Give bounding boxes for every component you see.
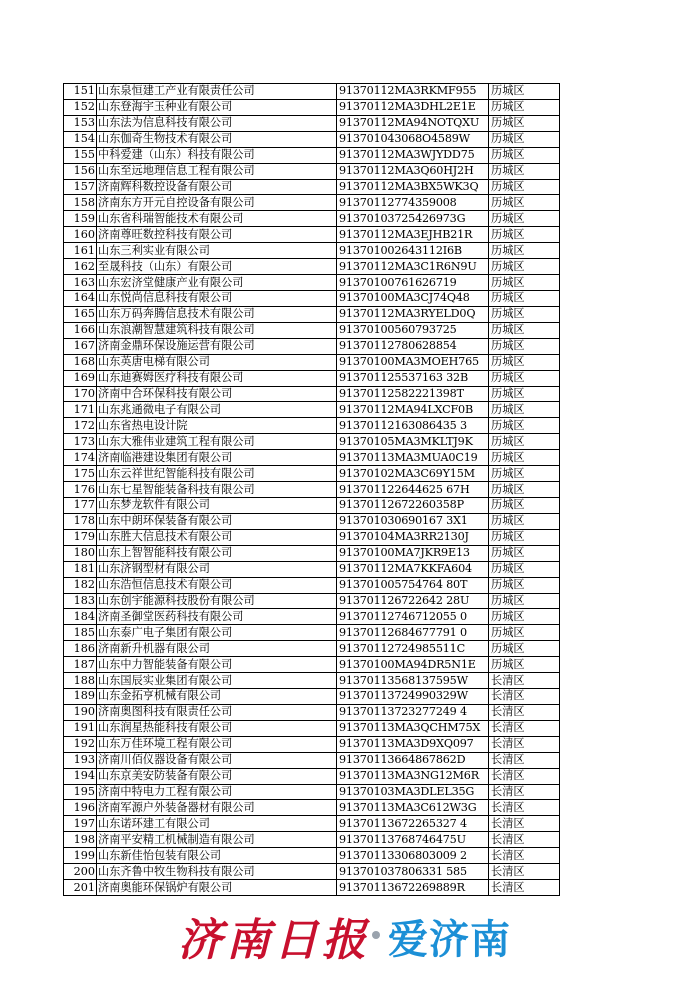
district: 历城区 [489,306,560,322]
row-number: 176 [64,482,97,498]
credit-code: 91370102MA3C69Y15M [337,466,489,482]
table-row [64,163,560,179]
table-row [64,227,560,243]
district: 长清区 [489,800,560,816]
row-number: 156 [64,163,97,179]
company-name: 山东浩恒信息技术有限公司 [97,577,337,593]
table-row [64,752,560,768]
table-row [64,290,560,306]
district: 历城区 [489,577,560,593]
row-number: 200 [64,864,97,880]
credit-code: 91370113MA3QCHM75X [337,720,489,736]
credit-code: 91370100MA3MOEH765 [337,354,489,370]
company-name: 山东中朗环保装备有限公司 [97,513,337,529]
table-row [64,816,560,832]
district: 历城区 [489,593,560,609]
company-name: 山东济钢型材有限公司 [97,561,337,577]
district: 历城区 [489,99,560,115]
row-number: 184 [64,609,97,625]
row-number: 183 [64,593,97,609]
row-number: 182 [64,577,97,593]
district: 长清区 [489,832,560,848]
credit-code: 91370100MA3CJ74Q48 [337,290,489,306]
credit-code: 91370113568137595W [337,673,489,689]
row-number: 177 [64,497,97,513]
row-number: 201 [64,880,97,896]
credit-code: 91370112746712055 0 [337,609,489,625]
district: 长清区 [489,864,560,880]
row-number: 158 [64,195,97,211]
row-number: 186 [64,641,97,657]
row-number: 160 [64,227,97,243]
table-row [64,275,560,291]
company-name: 济南临港建设集团有限公司 [97,450,337,466]
table-row [64,370,560,386]
company-name: 济南尊旺数控科技有限公司 [97,227,337,243]
district: 历城区 [489,259,560,275]
table-row [64,147,560,163]
company-name: 山东登海宇玉种业有限公司 [97,99,337,115]
district: 历城区 [489,131,560,147]
district: 历城区 [489,243,560,259]
row-number: 199 [64,848,97,864]
credit-code: 91370112582221398T [337,386,489,402]
credit-code: 91370112MA3EJHB21R [337,227,489,243]
credit-code: 91370112774359008 [337,195,489,211]
district: 历城区 [489,450,560,466]
company-name: 山东泉恒建工产业有限责任公司 [97,84,337,100]
table-row [64,625,560,641]
table-row [64,864,560,880]
credit-code: 91370112684677791 0 [337,625,489,641]
district: 历城区 [489,354,560,370]
credit-code: 91370104MA3RR2130J [337,529,489,545]
company-name: 山东伽奇生物技术有限公司 [97,131,337,147]
district: 长清区 [489,720,560,736]
credit-code: 91370105MA3MKLTJ9K [337,434,489,450]
row-number: 164 [64,290,97,306]
credit-code: 91370112MA3C1R6N9U [337,259,489,275]
row-number: 172 [64,418,97,434]
row-number: 178 [64,513,97,529]
table-row [64,131,560,147]
district: 历城区 [489,147,560,163]
row-number: 179 [64,529,97,545]
company-name: 济南奥能环保锅炉有限公司 [97,880,337,896]
table-row [64,513,560,529]
district: 历城区 [489,195,560,211]
district: 历城区 [489,418,560,434]
credit-code: 91370112724985511C [337,641,489,657]
credit-code: 91370112MA7KKFA604 [337,561,489,577]
table-row [64,641,560,657]
company-name: 山东中力智能装备有限公司 [97,657,337,673]
table-row [64,768,560,784]
table-row [64,179,560,195]
row-number: 169 [64,370,97,386]
district: 历城区 [489,290,560,306]
table-row [64,704,560,720]
credit-code: 91370112MA3RKMF955 [337,84,489,100]
company-name: 至晟科技（山东）有限公司 [97,259,337,275]
table-row [64,115,560,131]
row-number: 197 [64,816,97,832]
company-name: 济南川佰仪器设备有限公司 [97,752,337,768]
credit-code: 91370113MA3NG12M6R [337,768,489,784]
company-name: 山东上智智能科技有限公司 [97,545,337,561]
company-name: 山东万佳环境工程有限公司 [97,736,337,752]
row-number: 189 [64,689,97,705]
company-name: 山东英唐电梯有限公司 [97,354,337,370]
company-name: 山东万码奔腾信息技术有限公司 [97,306,337,322]
credit-code: 913701043068O4589W [337,131,489,147]
table-row [64,561,560,577]
table-row [64,784,560,800]
row-number: 159 [64,211,97,227]
row-number: 168 [64,354,97,370]
credit-code: 91370112MA3DHL2E1E [337,99,489,115]
company-name: 山东省科瑞智能技术有限公司 [97,211,337,227]
table-row [64,593,560,609]
footer-watermark [0,900,700,970]
district: 历城区 [489,163,560,179]
company-name: 山东宏济堂健康产业有限公司 [97,275,337,291]
district: 历城区 [489,338,560,354]
company-name: 山东七星智能装备科技有限公司 [97,482,337,498]
company-name: 山东梦龙软件有限公司 [97,497,337,513]
row-number: 191 [64,720,97,736]
table-row [64,434,560,450]
row-number: 195 [64,784,97,800]
company-name: 济南军源户外装备器材有限公司 [97,800,337,816]
credit-code: 91370112MA3WJYDD75 [337,147,489,163]
company-name: 山东迪赛姆医疗科技有限公司 [97,370,337,386]
credit-code: 91370113672269889R [337,880,489,896]
credit-code: 91370112MA3Q60HJ2H [337,163,489,179]
company-name: 济南圣御堂医药科技有限公司 [97,609,337,625]
credit-code: 91370113306803009 2 [337,848,489,864]
table-row [64,386,560,402]
district: 历城区 [489,227,560,243]
district: 长清区 [489,784,560,800]
company-name: 山东大雅伟业建筑工程有限公司 [97,434,337,450]
table-row [64,689,560,705]
company-name: 中科爱建（山东）科技有限公司 [97,147,337,163]
table-row [64,195,560,211]
table-row [64,211,560,227]
credit-code: 91370112780628854 [337,338,489,354]
credit-code: 91370113MA3D9XQ097 [337,736,489,752]
credit-code: 91370100761626719 [337,275,489,291]
district: 长清区 [489,736,560,752]
credit-code: 913701125537163 32B [337,370,489,386]
credit-code: 913701030690167 3X1 [337,513,489,529]
company-name: 山东京美安防装备有限公司 [97,768,337,784]
company-list-body [64,84,560,896]
district: 历城区 [489,482,560,498]
row-number: 167 [64,338,97,354]
table-row [64,354,560,370]
row-number: 151 [64,84,97,100]
company-name: 济南奥图科技有限责任公司 [97,704,337,720]
district: 历城区 [489,641,560,657]
table-row [64,673,560,689]
company-name: 山东至远地理信息工程有限公司 [97,163,337,179]
credit-code: 91370113MA3MUA0C19 [337,450,489,466]
table-row [64,259,560,275]
district: 长清区 [489,673,560,689]
company-name: 山东国辰实业集团有限公司 [97,673,337,689]
row-number: 181 [64,561,97,577]
row-number: 174 [64,450,97,466]
credit-code: 91370112163086435 3 [337,418,489,434]
row-number: 188 [64,673,97,689]
row-number: 161 [64,243,97,259]
row-number: 163 [64,275,97,291]
district: 历城区 [489,115,560,131]
company-name: 济南东方开元自控设备有限公司 [97,195,337,211]
company-name: 山东泰广电子集团有限公司 [97,625,337,641]
table-row [64,338,560,354]
row-number: 173 [64,434,97,450]
company-name: 济南辉科数控设备有限公司 [97,179,337,195]
table-row [64,529,560,545]
table-row [64,84,560,100]
credit-code: 91370113768746475U [337,832,489,848]
table-row [64,880,560,896]
row-number: 153 [64,115,97,131]
district: 历城区 [489,275,560,291]
district: 历城区 [489,561,560,577]
table-row [64,243,560,259]
table-row [64,577,560,593]
district: 历城区 [489,84,560,100]
company-name: 山东三利实业有限公司 [97,243,337,259]
district: 长清区 [489,848,560,864]
credit-code: 913701002643112I6B [337,243,489,259]
district: 历城区 [489,211,560,227]
district: 历城区 [489,434,560,450]
credit-code: 91370112MA94NOTQXU [337,115,489,131]
company-name: 山东法为信息科技有限公司 [97,115,337,131]
company-name: 山东省热电设计院 [97,418,337,434]
table-row [64,482,560,498]
table-row [64,848,560,864]
district: 历城区 [489,609,560,625]
row-number: 180 [64,545,97,561]
district: 历城区 [489,497,560,513]
table-row [64,497,560,513]
credit-code: 91370113664867862D [337,752,489,768]
credit-code: 913701122644625 67H [337,482,489,498]
credit-code: 91370112MA3RYELD0Q [337,306,489,322]
company-name: 山东金拓亨机械有限公司 [97,689,337,705]
company-name: 济南金鼎环保设施运营有限公司 [97,338,337,354]
district: 历城区 [489,625,560,641]
company-name: 山东胜大信息技术有限公司 [97,529,337,545]
table-row [64,322,560,338]
company-name: 山东诺环建工有限公司 [97,816,337,832]
separator-dot [372,931,380,939]
company-name: 山东悦尚信息科技有限公司 [97,290,337,306]
credit-code: 91370112MA94LXCF0B [337,402,489,418]
table-row [64,720,560,736]
company-name: 济南中特电力工程有限公司 [97,784,337,800]
credit-code: 91370112672260358P [337,497,489,513]
credit-code: 913701037806331 585 [337,864,489,880]
row-number: 154 [64,131,97,147]
company-name: 济南平安精工机械制造有限公司 [97,832,337,848]
company-name: 山东兆通微电子有限公司 [97,402,337,418]
table-row [64,545,560,561]
district: 历城区 [489,513,560,529]
company-list-table [63,83,560,896]
credit-code: 91370113672265327 4 [337,816,489,832]
company-name: 山东润星热能科技有限公司 [97,720,337,736]
table-row [64,418,560,434]
company-name: 山东浪潮智慧建筑科技有限公司 [97,322,337,338]
table-row [64,450,560,466]
app-logo: 爱济南 [388,917,511,963]
row-number: 193 [64,752,97,768]
company-name: 山东云祥世纪智能科技有限公司 [97,466,337,482]
company-name: 山东齐鲁中牧生物科技有限公司 [97,864,337,880]
district: 历城区 [489,402,560,418]
district: 长清区 [489,880,560,896]
row-number: 152 [64,99,97,115]
row-number: 155 [64,147,97,163]
row-number: 170 [64,386,97,402]
district: 历城区 [489,545,560,561]
company-name: 济南中合环保科技有限公司 [97,386,337,402]
district: 长清区 [489,816,560,832]
table-row [64,657,560,673]
credit-code: 913701126722642 28U [337,593,489,609]
row-number: 190 [64,704,97,720]
row-number: 165 [64,306,97,322]
row-number: 175 [64,466,97,482]
district: 历城区 [489,466,560,482]
row-number: 166 [64,322,97,338]
credit-code: 913701005754764 80T [337,577,489,593]
table-row [64,609,560,625]
district: 长清区 [489,704,560,720]
table-row [64,736,560,752]
company-name: 济南新升机器有限公司 [97,641,337,657]
table-row [64,402,560,418]
newspaper-logo: 济南日报 [178,915,370,966]
row-number: 194 [64,768,97,784]
table-row [64,800,560,816]
district: 历城区 [489,657,560,673]
credit-code: 91370100MA7JKR9E13 [337,545,489,561]
company-name: 山东创宇能源科技股份有限公司 [97,593,337,609]
table-row [64,466,560,482]
credit-code: 91370103MA3DLEL35G [337,784,489,800]
row-number: 157 [64,179,97,195]
credit-code: 91370112MA3BX5WK3Q [337,179,489,195]
credit-code: 91370100560793725 [337,322,489,338]
credit-code: 91370113724990329W [337,689,489,705]
table-row [64,306,560,322]
district: 长清区 [489,752,560,768]
row-number: 196 [64,800,97,816]
credit-code: 91370100MA94DR5N1E [337,657,489,673]
row-number: 185 [64,625,97,641]
row-number: 162 [64,259,97,275]
row-number: 198 [64,832,97,848]
district: 历城区 [489,386,560,402]
company-name: 山东新佳怡包装有限公司 [97,848,337,864]
table-row [64,99,560,115]
credit-code: 91370113MA3C612W3G [337,800,489,816]
row-number: 171 [64,402,97,418]
district: 历城区 [489,370,560,386]
district: 长清区 [489,689,560,705]
credit-code: 91370103725426973G [337,211,489,227]
row-number: 192 [64,736,97,752]
table-row [64,832,560,848]
credit-code: 91370113723277249 4 [337,704,489,720]
district: 历城区 [489,529,560,545]
district: 历城区 [489,322,560,338]
district: 历城区 [489,179,560,195]
row-number: 187 [64,657,97,673]
district: 长清区 [489,768,560,784]
